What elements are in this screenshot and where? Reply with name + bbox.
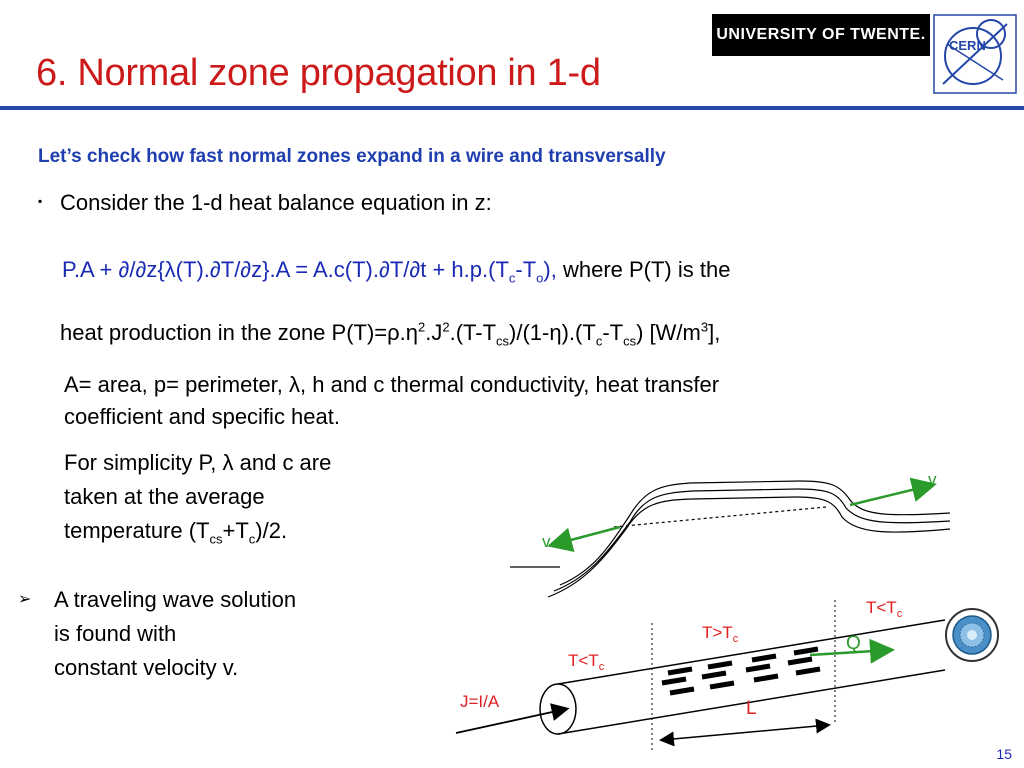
heat-sub: cs xyxy=(496,333,510,349)
temp-below-right-label: $T<T_c$ xyxy=(866,598,903,620)
equation-sub: o xyxy=(536,270,544,286)
arrow-bullet-icon: ➢ xyxy=(18,591,32,608)
equation-part: -T xyxy=(515,257,537,282)
cern-logo-text: CERN xyxy=(949,38,986,53)
current-density-label: J=I/A xyxy=(460,692,500,711)
definitions-line1: A= area, p= perimeter, λ, h and c thermal conductivity, heat transfer xyxy=(64,372,720,397)
heat-part: -T xyxy=(602,320,624,345)
page-title: 6. Normal zone propagation in 1-d xyxy=(36,52,601,94)
subtitle: Let’s check how fast normal zones expand in a wire and transversally xyxy=(38,146,666,167)
normal-zone-hatches xyxy=(662,649,820,693)
simplicity-line3 xyxy=(64,518,288,547)
temp-below-left-label: $T<T_c$ xyxy=(568,651,605,673)
traveling-wave-line3: constant velocity v. xyxy=(54,655,239,680)
conductor-cross-section xyxy=(946,609,998,661)
university-twente-logo: UNIVERSITY OF TWENTE. xyxy=(712,14,930,56)
simplicity-sub: c xyxy=(248,531,256,547)
length-arrow xyxy=(662,725,828,740)
simplicity-part: temperature (T xyxy=(64,518,210,543)
bullet-consider: Consider the 1-d heat balance equation in z: xyxy=(60,190,492,215)
traveling-wave-line2: is found with xyxy=(54,621,177,646)
heat-balance-equation xyxy=(62,257,731,286)
equation-part: P.A + ∂/∂z{λ(T).∂T/∂z}.A = A.c(T).∂T/∂t + h.p.(T xyxy=(62,257,509,282)
simplicity-sub: cs xyxy=(209,531,223,547)
velocity-label-left: v xyxy=(542,532,551,551)
title-divider xyxy=(0,106,1024,110)
heat-sup: 2 xyxy=(418,319,426,335)
velocity-arrow-left xyxy=(552,527,620,545)
heat-sub: c xyxy=(595,333,603,349)
heat-sup: 3 xyxy=(700,319,709,335)
wire-body xyxy=(540,620,945,734)
square-bullet-icon: ▪ xyxy=(38,194,43,208)
heat-part: ], xyxy=(708,320,721,345)
page-number: 15 xyxy=(996,746,1012,762)
heat-part: .J xyxy=(425,320,443,345)
simplicity-line1: For simplicity P, λ and c are xyxy=(64,450,332,475)
heat-sub: cs xyxy=(623,333,637,349)
traveling-wave-line1: A traveling wave solution xyxy=(54,587,297,612)
heat-part: heat production in the zone P(T)=ρ.η xyxy=(60,320,419,345)
heat-part: ) [W/m xyxy=(636,320,701,345)
temp-above-label: $T>T_c$ xyxy=(702,623,739,645)
velocity-label-right: v xyxy=(928,470,937,489)
normal-zone-diagram xyxy=(430,455,1024,755)
temperature-profile xyxy=(548,481,950,597)
simplicity-part: +T xyxy=(222,518,249,543)
heat-part: .(T-T xyxy=(449,320,497,345)
equation-sub: c xyxy=(508,270,516,286)
definitions-line2: coefficient and specific heat. xyxy=(64,404,340,429)
heat-part: )/(1-η).(T xyxy=(509,320,596,345)
equation-tail: where P(T) is the xyxy=(556,257,731,282)
simplicity-part: )/2. xyxy=(255,518,288,543)
heat-production-line xyxy=(60,319,721,349)
current-arrow xyxy=(456,709,566,733)
cern-logo xyxy=(933,14,1017,94)
equation-part: ), xyxy=(543,257,557,282)
simplicity-line2: taken at the average xyxy=(64,484,265,509)
heat-sup: 2 xyxy=(442,319,450,335)
length-label: L xyxy=(746,698,757,719)
heat-flow-label: Q xyxy=(846,633,861,654)
velocity-arrow-right xyxy=(850,485,932,505)
